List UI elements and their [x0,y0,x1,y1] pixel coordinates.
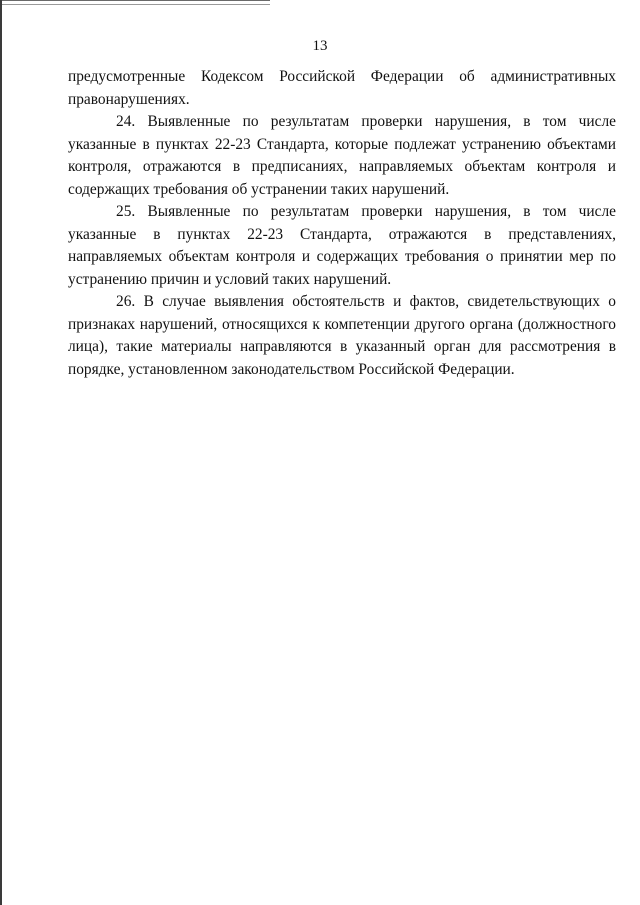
scan-edge-top [0,0,270,5]
scan-edge-left [0,0,2,905]
paragraph-25: 25. Выявленные по результатам проверки нарушения, в том числе указанные в пунктах 22-23 Стандарта, отражаются в представлениях, направляемых объектам контроля и содержащих требования о принятии мер по устранению причин и условий таких нарушений. [68,203,616,288]
paragraph-26: 26. В случае выявления обстоятельств и фактов, свидетельствующих о признаках нарушений, относящихся к компетенции другого органа (должностного лица), такие материалы направляются в указанный орган для рассмотрения в порядке, установленном законодательством Российской Федерации. [68,293,616,378]
paragraph-continuation: предусмотренные Кодексом Российской Федерации об административных правонарушениях. [68,68,616,108]
document-body [68,66,616,381]
paragraph-24: 24. Выявленные по результатам проверки нарушения, в том числе указанные в пунктах 22-23 Стандарта, которые подлежат устранению объектами контроля, отражаются в предписаниях, направляемых объектам контроля и содержащих требования об устранении таких нарушений. [68,113,616,198]
page-number: 13 [312,38,328,54]
